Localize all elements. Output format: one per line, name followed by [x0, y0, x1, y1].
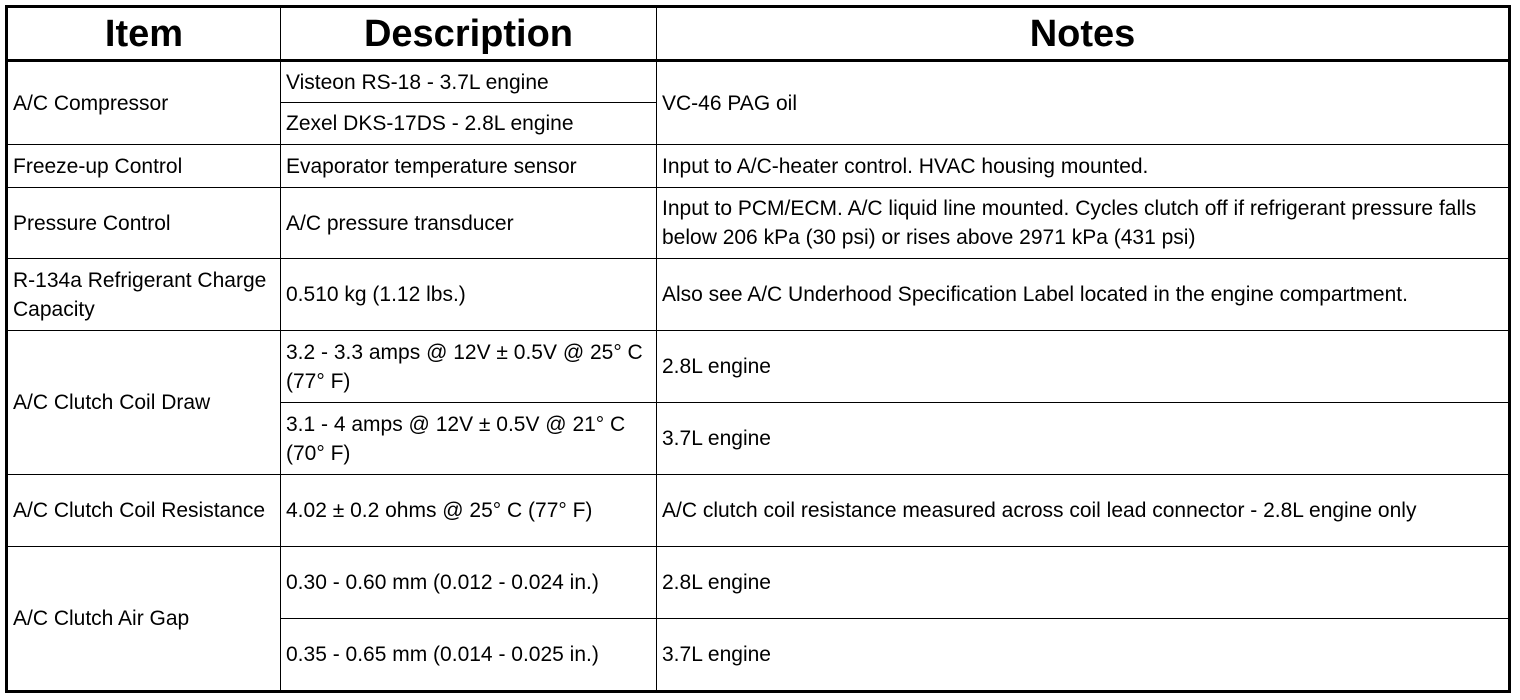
header-row	[7, 7, 1510, 61]
table-row	[7, 145, 1510, 188]
header-notes: Notes	[657, 7, 1510, 61]
table-row	[7, 188, 1510, 259]
description-cell: A/C pressure transducer	[281, 188, 657, 259]
description-cell: 3.2 - 3.3 amps @ 12V ± 0.5V @ 25° C (77° F)	[281, 331, 657, 403]
notes-cell: 3.7L engine	[657, 619, 1510, 692]
item-cell: A/C Compressor	[7, 61, 281, 145]
notes-cell: Input to PCM/ECM. A/C liquid line mounted. Cycles clutch off if refrigerant pressure falls below 206 kPa (30 psi) or rises above 2971 kPa (431 psi)	[657, 188, 1510, 259]
item-cell: A/C Clutch Air Gap	[7, 547, 281, 692]
item-cell: Freeze-up Control	[7, 145, 281, 188]
table-row	[7, 61, 1510, 103]
notes-cell: 3.7L engine	[657, 403, 1510, 475]
item-cell: A/C Clutch Coil Resistance	[7, 475, 281, 547]
item-cell: Pressure Control	[7, 188, 281, 259]
item-cell: A/C Clutch Coil Draw	[7, 331, 281, 475]
notes-cell: 2.8L engine	[657, 547, 1510, 619]
notes-cell: VC-46 PAG oil	[657, 61, 1510, 145]
description-cell: 0.30 - 0.60 mm (0.012 - 0.024 in.)	[281, 547, 657, 619]
table-row	[7, 547, 1510, 619]
header-description: Description	[281, 7, 657, 61]
header-item: Item	[7, 7, 281, 61]
description-cell: 4.02 ± 0.2 ohms @ 25° C (77° F)	[281, 475, 657, 547]
notes-cell: Input to A/C-heater control. HVAC housing mounted.	[657, 145, 1510, 188]
table-row	[7, 331, 1510, 403]
table-row	[7, 475, 1510, 547]
spec-table	[5, 5, 1511, 693]
table-row	[7, 259, 1510, 331]
notes-cell: Also see A/C Underhood Specification Label located in the engine compartment.	[657, 259, 1510, 331]
description-cell: 3.1 - 4 amps @ 12V ± 0.5V @ 21° C (70° F)	[281, 403, 657, 475]
notes-cell: 2.8L engine	[657, 331, 1510, 403]
description-cell: Zexel DKS-17DS - 2.8L engine	[281, 103, 657, 145]
item-cell: R-134a Refrigerant Charge Capacity	[7, 259, 281, 331]
description-cell: Visteon RS-18 - 3.7L engine	[281, 61, 657, 103]
description-cell: 0.35 - 0.65 mm (0.014 - 0.025 in.)	[281, 619, 657, 692]
notes-cell: A/C clutch coil resistance measured across coil lead connector - 2.8L engine only	[657, 475, 1510, 547]
description-cell: Evaporator temperature sensor	[281, 145, 657, 188]
description-cell: 0.510 kg (1.12 lbs.)	[281, 259, 657, 331]
